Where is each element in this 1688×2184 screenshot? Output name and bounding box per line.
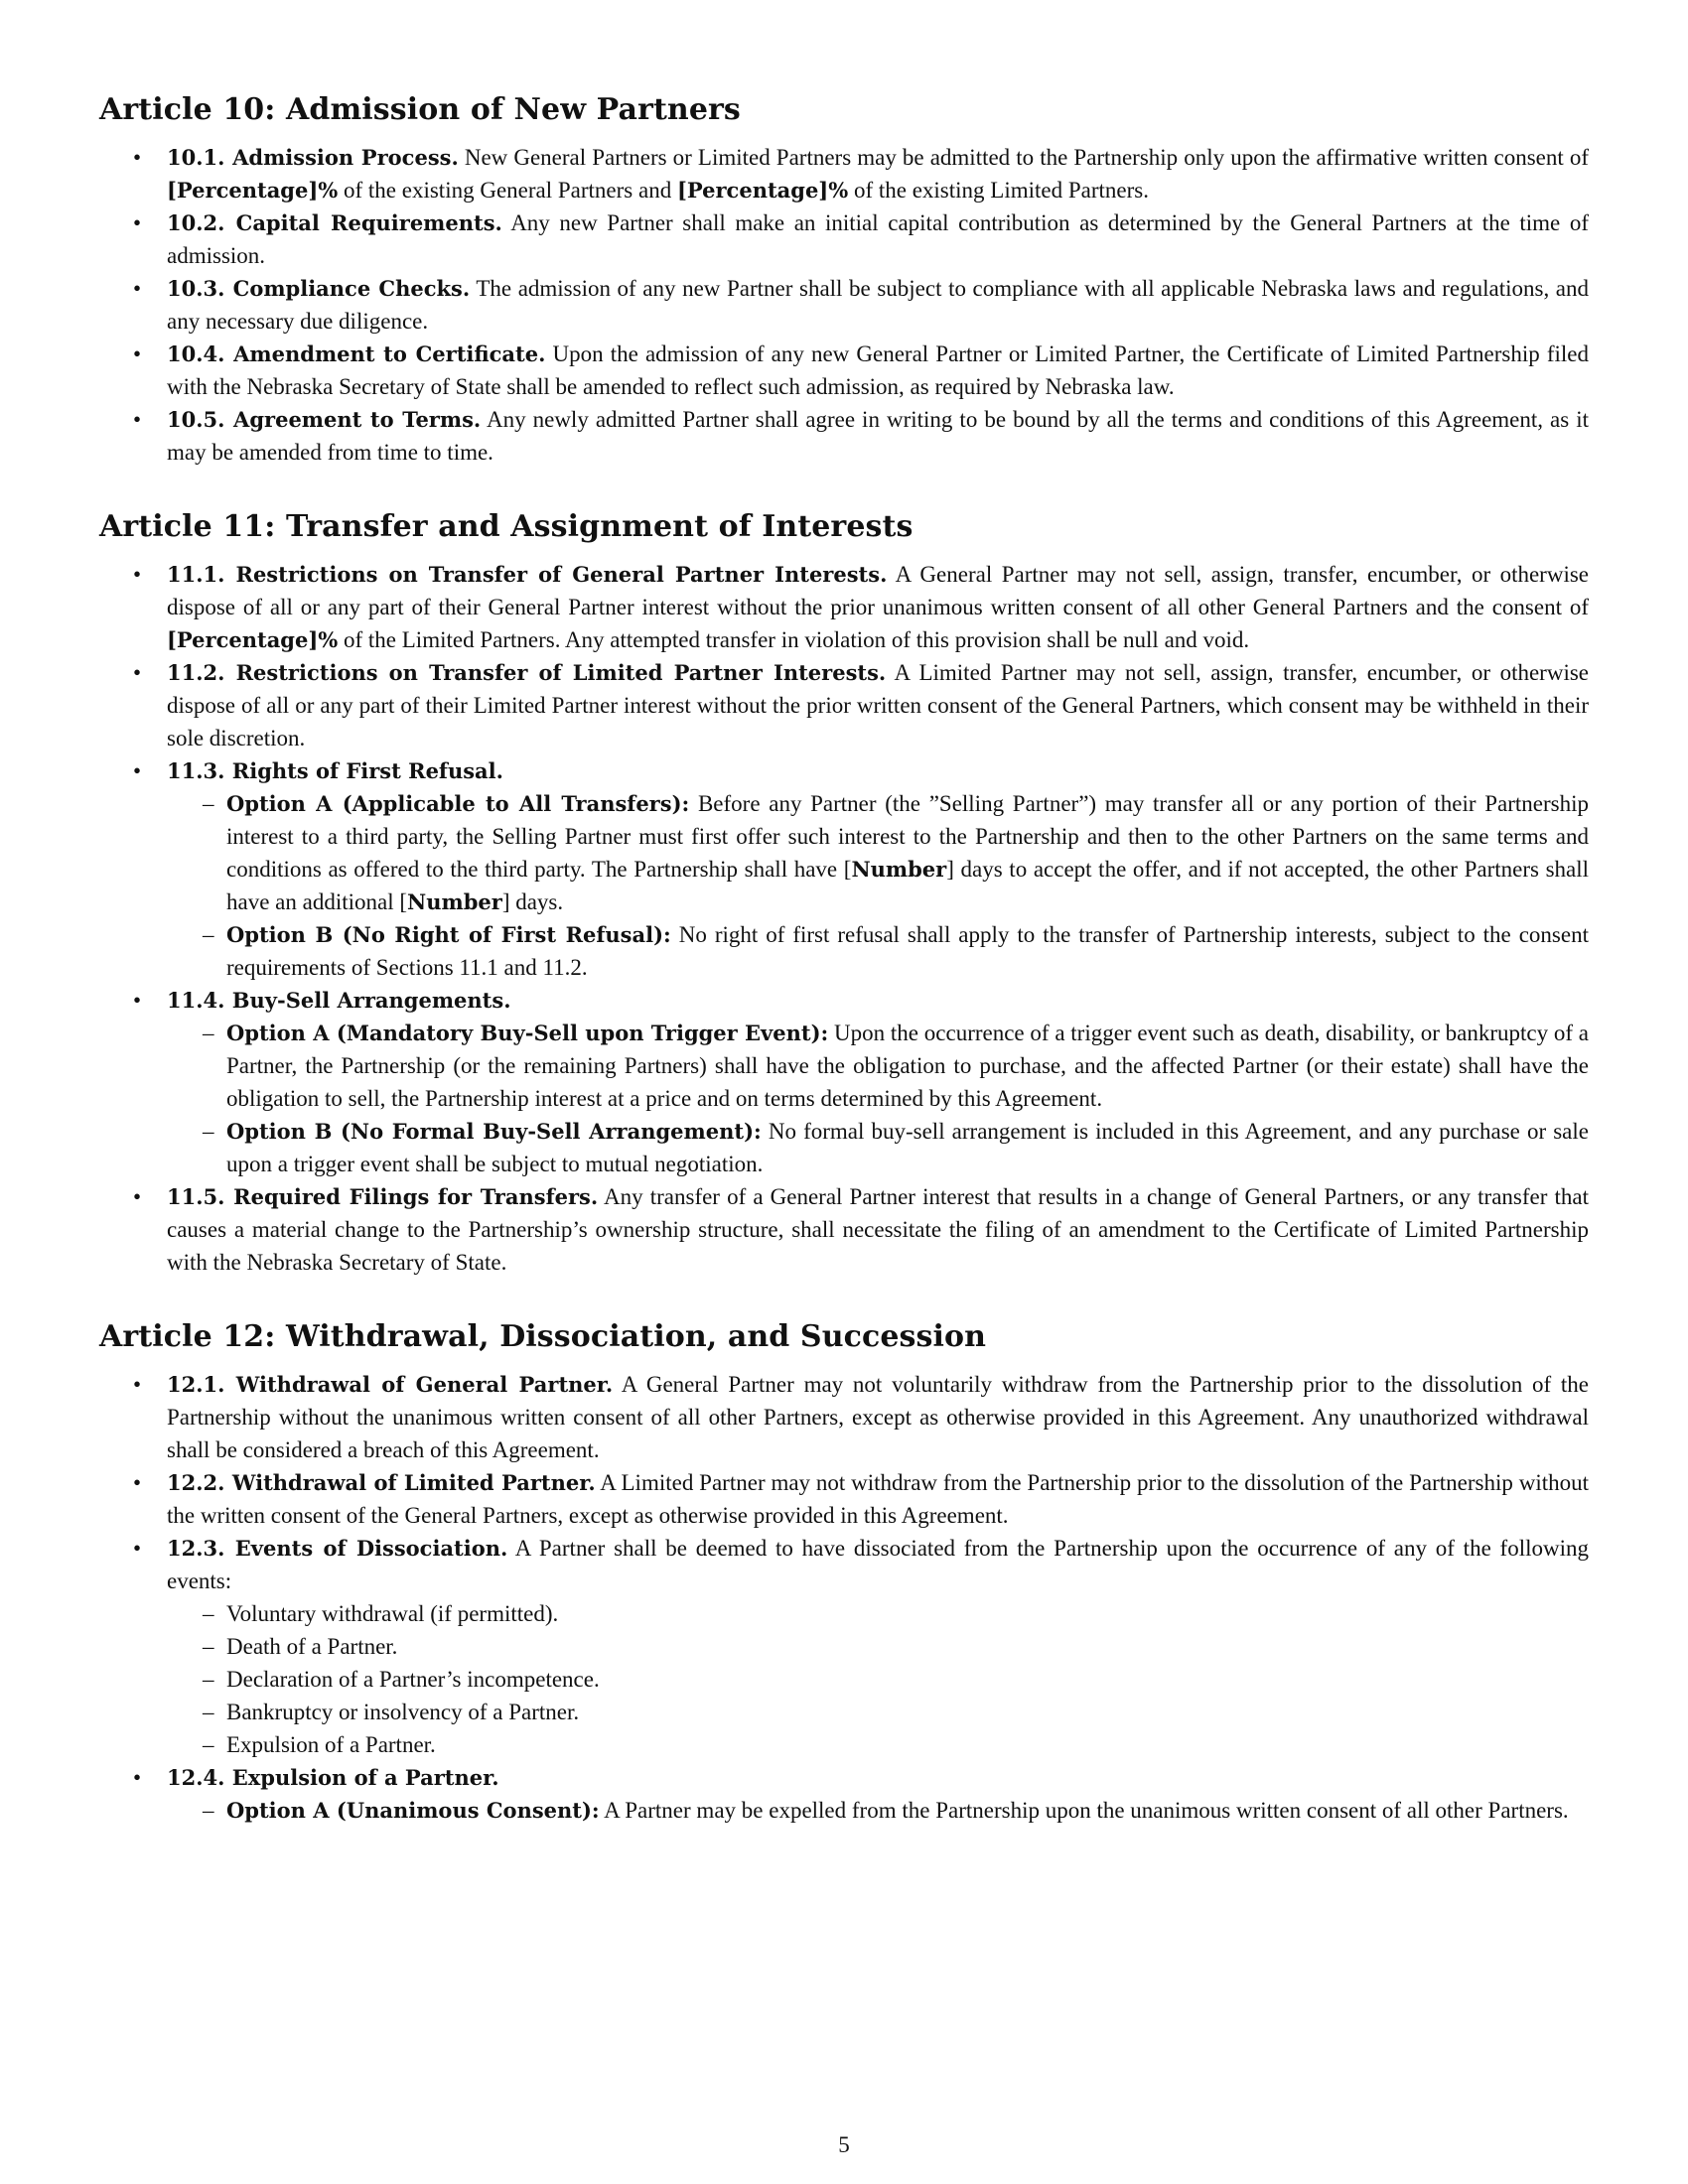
clause-item (99, 984, 1589, 1180)
bold-text: 11.1. Restrictions on Transfer of General Partner Interests. (167, 562, 888, 587)
bold-text: [Percentage]% (167, 627, 339, 652)
sub-clause-list (167, 1017, 1589, 1180)
sub-clause-item (167, 1630, 1589, 1663)
body-text: Death of a Partner. (226, 1634, 398, 1659)
bold-text: [Percentage]% (167, 178, 339, 203)
body-text: Any transfer of a General Partner interest that results in a change of General Partners, or any transfer that causes a material change to the Partnership’s ownership structure, shall necessitate the filing of an amendment to the Certificate of Limited Partnership with the Nebraska Secretary of State. (167, 1184, 1589, 1275)
clause-list (99, 1368, 1589, 1827)
clause-item (99, 1466, 1589, 1532)
clause-list (99, 558, 1589, 1279)
article-heading: Article 11: Transfer and Assignment of Interests (99, 509, 914, 544)
body-text: New General Partners or Limited Partners may be admitted to the Partnership only upon the affirmative written consent of (458, 145, 1589, 170)
sub-clause-item (167, 1597, 1589, 1630)
body-text: of the existing General Partners and (338, 178, 677, 203)
bold-text: 11.3. Rights of First Refusal. (167, 758, 503, 783)
bold-text: 11.4. Buy-Sell Arrangements. (167, 988, 511, 1013)
article-section (99, 91, 1589, 469)
sub-clause-item (167, 918, 1589, 984)
bold-text: 11.5. Required Filings for Transfers. (167, 1184, 599, 1209)
body-text: Before any Partner (the ”Selling Partner”) may transfer all or any portion of their Partnership interest to a third party, the Selling Partner must first offer such interest to the Partnership and then to the other Partners on the same terms and conditions as offered to the third party. The Partnership shall have [ (226, 791, 1590, 882)
bold-text: [Percentage]% (676, 178, 849, 203)
clause-item (99, 1532, 1589, 1761)
article-heading: Article 12: Withdrawal, Dissociation, and Succession (99, 1319, 987, 1354)
body-text: ] days to accept the offer, and if not accepted, the other Partners shall have an additional [ (226, 857, 1590, 914)
bold-text: 10.5. Agreement to Terms. (167, 407, 482, 432)
sub-clause-item (167, 1017, 1589, 1115)
body-text: Voluntary withdrawal (if permitted). (226, 1601, 559, 1626)
sub-clause-item (167, 787, 1589, 918)
bold-text: 12.4. Expulsion of a Partner. (167, 1765, 499, 1790)
body-text: Upon the admission of any new General Partner or Limited Partner, the Certificate of Limited Partnership filed with the Nebraska Secretary of State shall be amended to reflect such admission, as required by Nebraska law. (167, 341, 1589, 399)
sub-clause-item (167, 1663, 1589, 1696)
sub-clause-item (167, 1696, 1589, 1728)
clause-item (99, 403, 1589, 469)
clause-item (99, 1180, 1589, 1279)
sub-clause-list (167, 1597, 1589, 1761)
body-text: A Partner shall be deemed to have dissociated from the Partnership upon the occurrence of any of the following events: (167, 1536, 1589, 1593)
body-text: The admission of any new Partner shall be subject to compliance with all applicable Nebraska laws and regulations, and any necessary due diligence. (167, 276, 1589, 334)
clause-item (99, 338, 1589, 403)
body-text: No right of first refusal shall apply to the transfer of Partnership interests, subject to the consent requirements of Sections 11.1 and 11.2. (226, 922, 1589, 980)
clause-item (99, 1368, 1589, 1466)
bold-text: 10.2. Capital Requirements. (167, 210, 502, 235)
sub-clause-list (167, 1794, 1589, 1827)
clause-item (99, 754, 1589, 984)
document-page (99, 91, 1589, 1866)
bold-text: Number (407, 889, 502, 914)
clause-item (99, 206, 1589, 272)
body-text: No formal buy-sell arrangement is included in this Agreement, and any purchase or sale upon a trigger event shall be subject to mutual negotiation. (226, 1119, 1589, 1176)
body-text: Any new Partner shall make an initial capital contribution as determined by the General Partners at the time of admission. (167, 210, 1590, 268)
bold-text: Option B (No Formal Buy-Sell Arrangement): (226, 1119, 762, 1144)
clause-item (99, 1761, 1589, 1827)
bold-text: 12.1. Withdrawal of General Partner. (167, 1372, 614, 1397)
bold-text: Option B (No Right of First Refusal): (226, 922, 671, 947)
bold-text: Option A (Unanimous Consent): (226, 1798, 600, 1823)
bold-text: 10.4. Amendment to Certificate. (167, 341, 546, 366)
body-text: of the Limited Partners. Any attempted transfer in violation of this provision shall be null and void. (338, 627, 1250, 652)
bold-text: Number (851, 857, 947, 882)
clause-item (99, 272, 1589, 338)
sub-clause-list (167, 787, 1589, 984)
article-heading: Article 10: Admission of New Partners (99, 92, 741, 127)
body-text: A Limited Partner may not withdraw from the Partnership prior to the dissolution of the Partnership without the written consent of the General Partners, except as otherwise provided in this Agreement. (167, 1470, 1589, 1528)
body-text: A Limited Partner may not sell, assign, transfer, encumber, or otherwise dispose of all or any part of their Limited Partner interest without the prior written consent of the General Partners, which consent may be withheld in their sole discretion. (167, 660, 1589, 751)
sub-clause-item (167, 1728, 1589, 1761)
bold-text: Option A (Applicable to All Transfers): (226, 791, 690, 816)
body-text: Bankruptcy or insolvency of a Partner. (226, 1700, 580, 1724)
body-text: A Partner may be expelled from the Partnership upon the unanimous written consent of all other Partners. (599, 1798, 1569, 1823)
body-text: Upon the occurrence of a trigger event such as death, disability, or bankruptcy of a Partner, the Partnership (or the remaining Partners) shall have the obligation to purchase, and the affected Partner (or their estate) shall have the obligation to sell, the Partnership interest at a price and on terms determined by this Agreement. (226, 1021, 1589, 1111)
body-text: ] days. (501, 889, 564, 914)
bold-text: 10.1. Admission Process. (167, 145, 459, 170)
sub-clause-item (167, 1794, 1589, 1827)
body-text: Expulsion of a Partner. (226, 1732, 436, 1757)
article-section (99, 508, 1589, 1279)
body-text: Declaration of a Partner’s incompetence. (226, 1667, 600, 1692)
article-section (99, 1318, 1589, 1827)
bold-text: 10.3. Compliance Checks. (167, 276, 471, 301)
bold-text: 12.2. Withdrawal of Limited Partner. (167, 1470, 596, 1495)
clause-list (99, 141, 1589, 469)
page-number: 5 (838, 2132, 850, 2157)
clause-item (99, 558, 1589, 656)
body-text: of the existing Limited Partners. (848, 178, 1149, 203)
clause-item (99, 656, 1589, 754)
sub-clause-item (167, 1115, 1589, 1180)
body-text: A General Partner may not sell, assign, transfer, encumber, or otherwise dispose of all or any part of their General Partner interest without the prior unanimous written consent of all other General Partners and the consent of (167, 562, 1589, 619)
bold-text: Option A (Mandatory Buy-Sell upon Trigger Event): (226, 1021, 829, 1045)
body-text: A General Partner may not voluntarily withdraw from the Partnership prior to the dissolution of the Partnership without the unanimous written consent of all other Partners, except as otherwise provided in this Agreement. Any unauthorized withdrawal shall be considered a breach of this Agreement. (167, 1372, 1589, 1462)
bold-text: 12.3. Events of Dissociation. (167, 1536, 508, 1561)
clause-item (99, 141, 1589, 206)
body-text: Any newly admitted Partner shall agree in writing to be bound by all the terms and conditions of this Agreement, as it may be amended from time to time. (167, 407, 1590, 465)
bold-text: 11.2. Restrictions on Transfer of Limited Partner Interests. (167, 660, 887, 685)
